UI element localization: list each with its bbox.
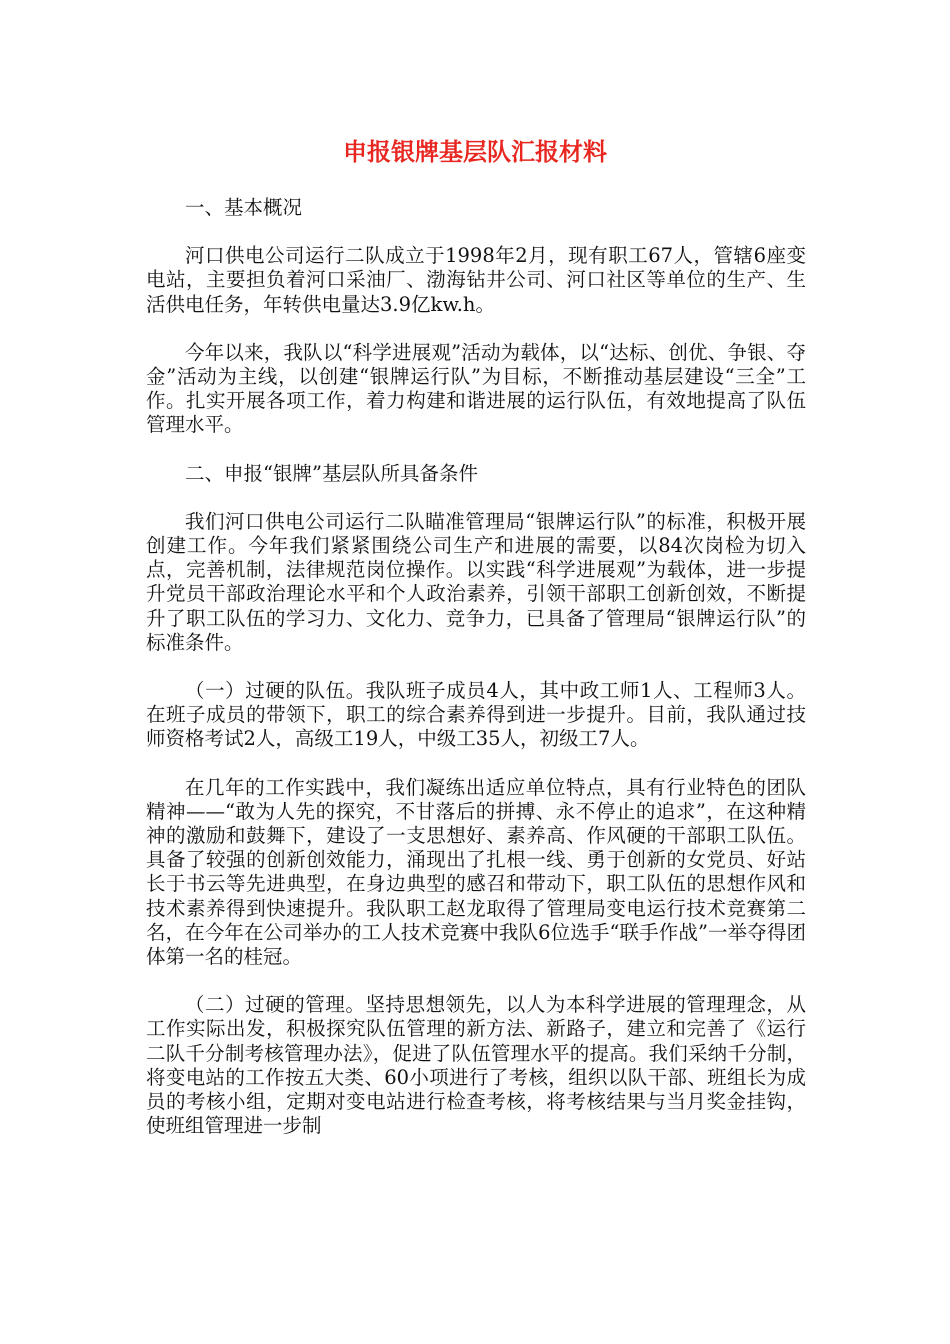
- paragraph-conditions: 我们河口供电公司运行二队瞄准管理局“银牌运行队”的标准，积极开展创建工作。今年我们紧紧围绕公司生产和进展的需要，以84次岗检为切入点，完善机制，法律规范岗位操作。以实践“科学进展观”为载体，进一步提升党员干部政治理论水平和个人政治素养，引领干部职工创新创效，不断提升了职工队伍的学习力、文化力、竞争力，已具备了管理局“银牌运行队”的标准条件。: [146, 509, 806, 654]
- paragraph-this-year: 今年以来，我队以“科学进展观”活动为载体，以“达标、创优、争银、夺金”活动为主线，以创建“银牌运行队”为目标，不断推动基层建设“三全”工作。扎实开展各项工作，着力构建和谐进展的运行队伍，有效地提高了队伍管理水平。: [146, 340, 806, 437]
- paragraph-management: （二）过硬的管理。坚持思想领先，以人为本科学进展的管理理念，从工作实际出发，积极探究队伍管理的新方法、新路子，建立和完善了《运行二队千分制考核管理办法》，促进了队伍管理水平的提高。我们采纳千分制，将变电站的工作按五大类、60小项进行了考核，组织以队干部、班组长为成员的考核小组，定期对变电站进行检查考核，将考核结果与当月奖金挂钩，使班组管理进一步制: [146, 993, 806, 1138]
- document-body: [146, 196, 806, 1163]
- section-heading-conditions: 二、申报“银牌”基层队所具备条件: [185, 461, 478, 485]
- section-heading-basic-overview: 一、基本概况: [185, 196, 303, 219]
- paragraph-team-spirit: 在几年的工作实践中，我们凝练出适应单位特点，具有行业特色的团队精神——“敢为人先的探究，不甘落后的拼搏、永不停止的追求”，在这种精神的激励和鼓舞下，建设了一支思想好、素养高、作风硬的干部职工队伍。具备了较强的创新创效能力，涌现出了扎根一线、勇于创新的女党员、好站长于书云等先进典型，在身边典型的感召和带动下，职工队伍的思想作风和技术素养得到快速提升。我队职工赵龙取得了管理局变电运行技术竞赛第二名，在今年在公司举办的工人技术竞赛中我队6位选手“联手作战”一举夺得团体第一名的桂冠。: [146, 775, 806, 969]
- paragraph-team: （一）过硬的队伍。我队班子成员4人，其中政工师1人、工程师3人。在班子成员的带领下，职工的综合素养得到进一步提升。目前，我队通过技师资格考试2人，高级工19人，中级工35人，初级工7人。: [146, 679, 806, 751]
- paragraph-overview: 河口供电公司运行二队成立于1998年2月，现有职工67人，管辖6座变电站，主要担负着河口采油厂、渤海钻井公司、河口社区等单位的生产、生活供电任务，年转供电量达3.9亿kw.h。: [146, 244, 806, 316]
- document-title: 申报银牌基层队汇报材料: [343, 138, 607, 166]
